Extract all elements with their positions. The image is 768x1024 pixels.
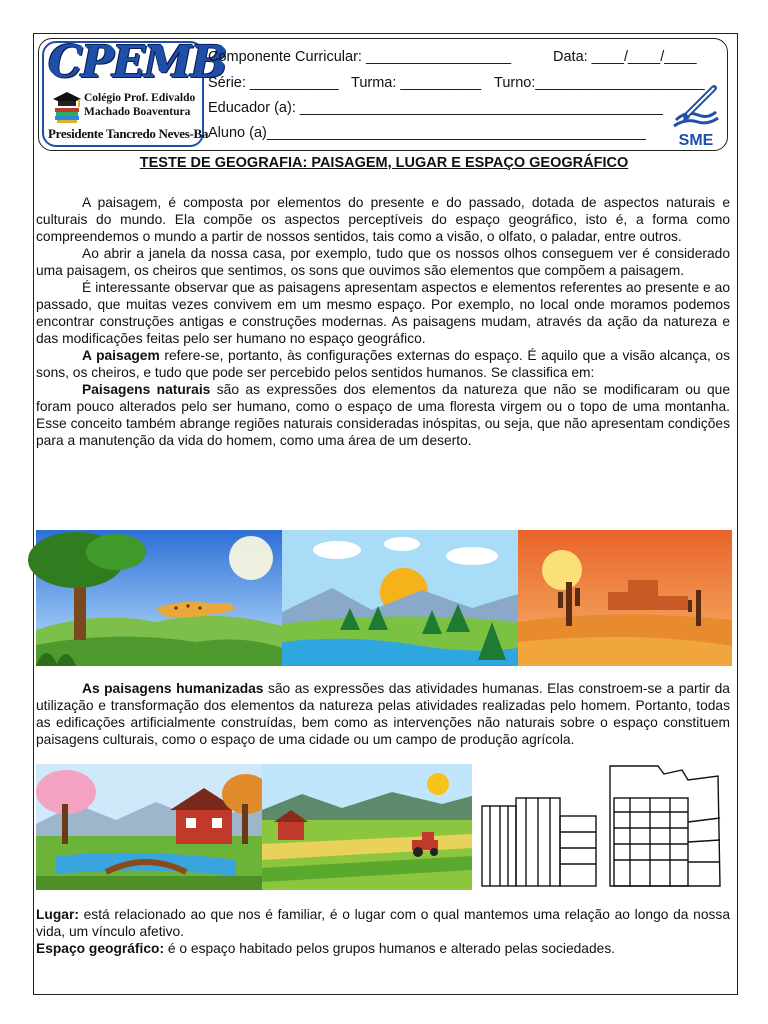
farm-tractor-image <box>262 764 472 890</box>
componente-field[interactable]: Componente Curricular: __________________ <box>208 49 512 65</box>
paragraph-5-rest: são as expressões dos elementos da natureza que não se modificaram ou que foram pouco alterados pelo ser humano, como o espaço de uma floresta virgem ou o topo de uma montanha. Esse conceito também abrange regiões naturais consideradas inóspitas, ou seja, que não apresentam condições para a manutenção da vida do homem, como uma área de um deserto. <box>36 382 730 448</box>
school-logo <box>42 37 226 147</box>
lugar-term: Lugar: <box>36 907 79 922</box>
sme-pen-logo <box>668 82 724 148</box>
turno-field[interactable]: Turno:_____________________ <box>494 75 705 91</box>
paragraph-3: É interessante observar que as paisagens apresentam aspectos e elementos referentes ao presente e ao passado, que muitas vezes convivem em um mesmo espaço. Por exemplo, no local onde moramos podemos encontrar construções antigas e construções modernas. As paisagens mudam, através da ação da natureza e das modificações feitas pelo ser humano no espaço geográfico. <box>36 280 730 346</box>
aluno-field[interactable]: Aluno (a)_______________________________________________ <box>208 125 646 141</box>
logo-title: CPEMB <box>48 37 226 88</box>
village-bridge-image <box>36 764 262 890</box>
human-text <box>36 680 730 748</box>
data-field[interactable]: Data: ____/____/____ <box>553 49 697 65</box>
paragraph-5-bold: Paisagens naturais <box>82 382 211 397</box>
books-grad-cap-icon <box>52 91 82 123</box>
sme-text: SME <box>678 132 714 149</box>
lugar-definition <box>36 906 730 940</box>
paragraph-2: Ao abrir a janela da nossa casa, por exemplo, tudo que os nossos olhos conseguem ver é considerado uma paisagem, os cheiros que sentimos, os sons que ouvimos são elementos que compõem a paisagem. <box>36 246 730 278</box>
city-buildings-sketch-image <box>474 762 730 890</box>
espaco-text: é o espaço habitado pelos grupos humanos e alterado pelas sociedades. <box>164 941 616 956</box>
educador-field[interactable]: Educador (a): _____________________________________________ <box>208 100 663 116</box>
paragraph-6-bold: As paisagens humanizadas <box>82 681 264 696</box>
desert-sunset-image <box>518 530 732 666</box>
paragraph-4-bold: A paisagem <box>82 348 160 363</box>
definitions <box>36 906 730 957</box>
paragraph-5 <box>36 381 730 449</box>
intro-text <box>36 194 730 449</box>
espaco-definition <box>36 940 730 957</box>
logo-line-2: Machado Boaventura <box>84 106 191 118</box>
serie-field[interactable]: Série: ___________ <box>208 75 339 91</box>
paragraph-6-rest: são as expressões das atividades humanas. Elas constroem-se a partir da utilização e transformação dos elementos da natureza pelas atividades realizadas pelo homem. Portanto, todas as edificações artificialmente construídas, bem como as intervenções não naturais sobre o espaço constituem paisagens culturais, como o espaço de uma cidade ou um campo de produção agrícola. <box>36 681 730 747</box>
paragraph-4-rest: refere-se, portanto, às configurações externas do espaço. É aquilo que a visão alcança, os sons, os cheiros, e tudo que pode ser percebido pelos sentidos humanos. Se classifica em: <box>36 348 730 380</box>
paragraph-1: A paisagem, é composta por elementos do presente e do passado, dotada de aspectos naturais e culturais do mundo. Ela compõe os aspectos perceptíveis do espaço geográfico, isto é, a forma como compreendemos o mundo a partir de nossos sentidos, tais como a visão, o olfato, o paladar, entre outros. <box>36 195 730 244</box>
lugar-text: está relacionado ao que nos é familiar, é o lugar com o qual mantemos uma relação ao longo da nossa vida, um vínculo afetivo. <box>36 907 730 939</box>
espaco-term: Espaço geográfico: <box>36 941 165 956</box>
turma-field[interactable]: Turma: __________ <box>351 75 482 91</box>
paragraph-6 <box>36 680 730 748</box>
paragraph-4 <box>36 347 730 381</box>
logo-line-1: Colégio Prof. Edivaldo <box>84 92 196 104</box>
page-title: TESTE DE GEOGRAFIA: PAISAGEM, LUGAR E ESPAÇO GEOGRÁFICO <box>139 155 629 171</box>
mountain-river-image <box>282 530 518 666</box>
logo-city: Presidente Tancredo Neves-Ba <box>48 126 209 141</box>
jungle-cheetah-image <box>36 530 282 666</box>
